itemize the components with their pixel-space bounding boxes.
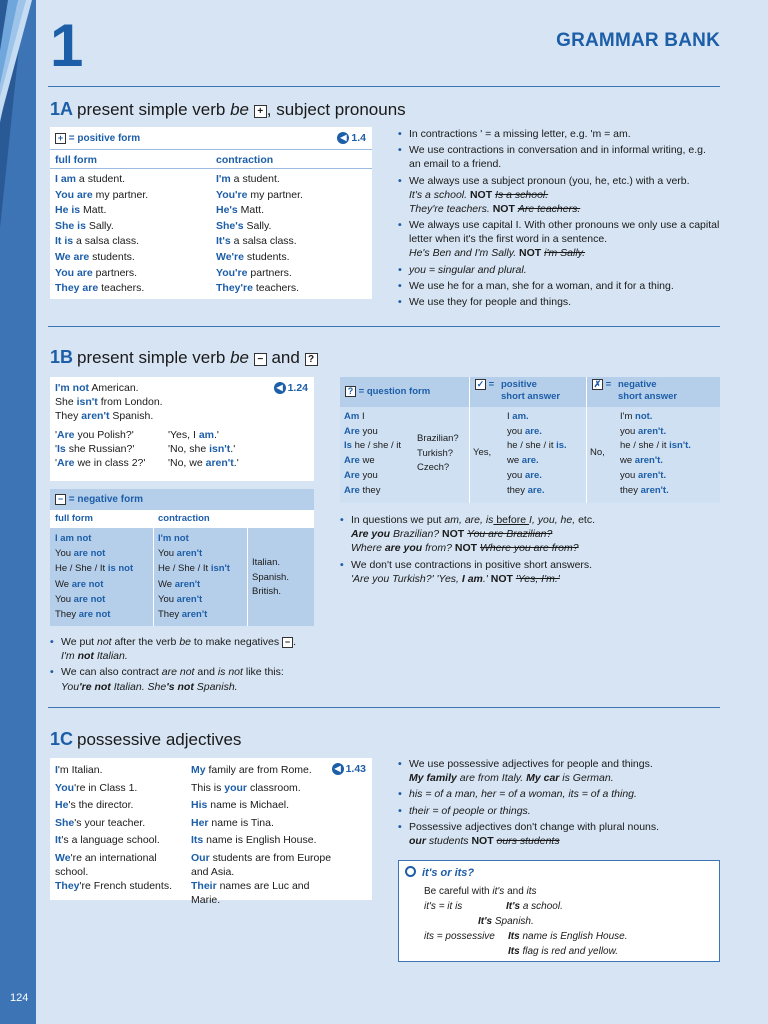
text: Am — [344, 411, 360, 422]
text: She — [55, 396, 77, 409]
list-item — [55, 203, 367, 219]
col-header-full: full form — [55, 513, 93, 524]
divider — [48, 86, 720, 87]
list-item — [620, 439, 691, 454]
note: • We use contractions in conversation and in informal writing, e.g. an email to a friend. — [398, 143, 720, 171]
text: ' — [55, 457, 58, 470]
text: students. — [89, 250, 135, 263]
list-item — [55, 879, 187, 897]
note: • In questions we put am, are, is before I, you, he, etc. Are you Brazilian? NOT You are Brazilian? Where are you from? NOT Where you are from? — [340, 513, 720, 556]
text: I — [55, 764, 58, 776]
text: I'm — [620, 411, 636, 422]
text: This is — [191, 781, 225, 794]
list-item — [344, 439, 401, 454]
text: 'Yes, I — [168, 429, 199, 441]
text: Brazilian? — [417, 433, 459, 444]
text: You — [55, 593, 74, 605]
list-item — [55, 381, 255, 395]
text: American. — [89, 382, 139, 394]
text: She is — [55, 219, 86, 232]
question-form-table — [340, 377, 720, 503]
yes-label: Yes, — [473, 447, 492, 458]
note: • his = of a man, her = of a woman, its = of a thing. — [398, 787, 720, 801]
question-rows — [344, 410, 401, 498]
note: • In contractions ' = a missing letter, e.g. 'm = am. — [398, 127, 720, 141]
text: Its — [191, 834, 204, 847]
text: Matt. — [80, 204, 107, 217]
text: .' — [233, 457, 239, 470]
text: You are — [55, 266, 93, 279]
text: I am — [55, 173, 77, 185]
text: I — [507, 411, 513, 422]
text: aren't — [181, 608, 208, 620]
text: They're — [216, 282, 253, 295]
text: Are — [344, 484, 360, 496]
text: teachers. — [252, 282, 300, 295]
audio-button[interactable]: ◀ 1.4 — [337, 131, 366, 145]
text: my partner. — [92, 188, 149, 201]
text: my partner. — [247, 188, 303, 201]
list-item — [191, 879, 341, 907]
list-item — [620, 469, 691, 484]
list-item — [55, 609, 310, 624]
text: he / she / it — [351, 440, 402, 452]
list-item — [344, 454, 401, 469]
list-item — [344, 469, 401, 484]
text: He is — [55, 204, 81, 217]
divider — [48, 707, 720, 708]
list-item — [55, 442, 310, 456]
text: you — [507, 469, 525, 481]
text: 'm Italian. — [57, 764, 103, 776]
text: We're — [216, 250, 244, 263]
text: are not — [78, 608, 111, 620]
text: aren't — [81, 410, 110, 423]
note: • We always use capital I. With other pronouns we only use a capital letter when it's the first word in a sentence. He's Ben and I'm Sally. NOT i'm Sally. — [398, 218, 720, 261]
subject-pronoun-examples — [55, 763, 187, 897]
text: I — [359, 411, 365, 422]
speaker-icon: ◀ — [274, 382, 286, 394]
text: they — [620, 484, 641, 496]
list-item — [417, 432, 459, 447]
text: aren't. — [637, 425, 667, 437]
text: British. — [252, 586, 282, 598]
text: They — [55, 880, 80, 893]
text: Are — [57, 429, 75, 441]
text: Is — [344, 440, 352, 452]
tip-box — [398, 860, 720, 962]
text: Spanish. — [109, 410, 154, 423]
note: • We use he for a man, she for a woman, and it for a thing. — [398, 279, 720, 293]
text: name is English House. — [203, 834, 317, 847]
text: They — [158, 608, 182, 620]
audio-button[interactable]: ◀ 1.43 — [332, 762, 366, 776]
list-item — [344, 425, 401, 440]
text: she Russian?' — [65, 443, 135, 456]
text: are. — [524, 469, 542, 481]
notes-1b-left — [50, 635, 330, 696]
plus-icon: + — [55, 133, 66, 144]
text: Italian. — [252, 557, 280, 568]
list-item — [55, 833, 187, 851]
list-item — [55, 250, 367, 266]
possessive-examples — [191, 763, 341, 908]
examples-1b-box — [50, 377, 314, 481]
text: 'No, we — [168, 457, 206, 470]
text: aren't. — [634, 455, 663, 467]
note: • their = of people or things. — [398, 804, 720, 818]
text: We — [55, 851, 71, 864]
list-item — [507, 469, 567, 484]
text: are not — [73, 548, 106, 560]
list-item — [55, 816, 187, 834]
minus-icon: − — [282, 637, 293, 648]
list-item — [620, 454, 691, 469]
text: ' — [55, 443, 58, 456]
list-item — [507, 484, 567, 499]
text: She — [55, 816, 75, 829]
text: He / She / It — [158, 563, 211, 575]
text: It is — [55, 235, 74, 248]
list-item — [620, 425, 691, 440]
text: students. — [243, 250, 290, 263]
text: 're French students. — [79, 880, 172, 893]
list-item — [191, 816, 341, 834]
text: 're in Class 1. — [74, 781, 138, 794]
check-icon: ✓ — [476, 379, 485, 389]
text: We — [158, 578, 175, 590]
text: students are from Europe and Asia. — [191, 851, 332, 879]
cross-icon: ✗ — [593, 379, 602, 389]
text: You — [158, 548, 177, 560]
text: are. — [521, 455, 539, 467]
list-item — [55, 763, 187, 781]
text: a salsa class. — [230, 235, 297, 248]
no-label: No, — [590, 447, 605, 458]
list-item — [55, 172, 367, 188]
text: classroom. — [247, 781, 301, 794]
text: Czech? — [417, 462, 450, 474]
note: • We always use a subject pronoun (you, he, etc.) with a verb. It's a school. NOT Is a school. They're teachers. NOT Are teachers. — [398, 174, 720, 217]
positive-answers — [507, 410, 567, 498]
text: aren't — [176, 548, 203, 560]
list-item — [55, 798, 187, 816]
text: we — [359, 455, 375, 467]
list-item — [55, 409, 255, 423]
text: family are from Rome. — [205, 764, 312, 776]
negative-short-answer-label: ✗ = negative short answer — [593, 379, 678, 402]
note: • We use they for people and things. — [398, 295, 720, 309]
section-title-1a: 1A present simple verb be + , subject pronouns — [50, 99, 406, 119]
list-item — [252, 556, 289, 571]
text: 's a language school. — [61, 834, 160, 847]
speaker-icon: ◀ — [332, 763, 344, 775]
col-header-contraction: contraction — [158, 513, 210, 524]
positive-short-answer-label: ✓ = positive short answer — [476, 379, 561, 402]
text: We are — [55, 250, 90, 263]
text: name is Tina. — [208, 816, 274, 829]
notes-1a — [398, 127, 720, 311]
text: Our — [191, 851, 210, 864]
text: Are — [57, 457, 75, 470]
text: from London. — [97, 396, 163, 409]
notes-1b-right — [340, 513, 720, 588]
text: isn't — [76, 396, 98, 409]
text: Her — [191, 816, 209, 829]
text: a student. — [76, 173, 126, 185]
list-item — [344, 484, 401, 499]
text: is not — [107, 563, 134, 575]
text: They — [55, 410, 82, 423]
list-item — [55, 428, 310, 442]
list-item — [507, 425, 567, 440]
text: teachers. — [98, 282, 145, 295]
text: 're an international school. — [55, 851, 157, 879]
text: we — [507, 455, 522, 467]
page-number: 124 — [10, 992, 29, 1004]
minus-icon: − — [55, 494, 66, 505]
positive-form-box — [50, 127, 372, 299]
list-item — [55, 781, 187, 799]
text: are. — [524, 425, 542, 437]
text: ' — [55, 429, 58, 441]
text: He / She / It — [55, 563, 108, 575]
text: aren't. — [637, 469, 667, 481]
list-item — [191, 798, 341, 816]
list-item — [55, 188, 367, 204]
note: • Possessive adjectives don't change with plural nouns. our students NOT ours students — [398, 820, 720, 848]
text: they — [507, 484, 528, 496]
text: your — [224, 781, 248, 794]
text: is. — [556, 440, 567, 452]
list-item — [252, 571, 289, 586]
list-item — [191, 781, 341, 799]
list-item — [507, 410, 567, 425]
text: are not — [73, 593, 106, 605]
magnifier-icon — [405, 866, 416, 877]
text: are not — [71, 578, 104, 590]
text: not. — [635, 411, 653, 422]
text: aren't — [176, 593, 203, 605]
text: Is — [57, 443, 66, 456]
divider — [48, 326, 720, 327]
text: you — [507, 425, 525, 437]
text: you — [620, 469, 638, 481]
text: isn't — [210, 563, 230, 575]
text: Are — [344, 469, 360, 481]
text: partners. — [247, 266, 292, 279]
text: His — [191, 799, 208, 812]
question-icon: ? — [305, 353, 318, 366]
text: .' — [230, 443, 236, 456]
section-title-1b: 1B present simple verb be − and ? — [50, 345, 318, 370]
negative-form-box — [50, 489, 314, 626]
list-item — [55, 533, 310, 548]
list-item — [55, 234, 367, 250]
text: aren't — [205, 457, 234, 470]
text: aren't — [174, 578, 201, 590]
list-item — [55, 851, 187, 879]
negative-examples — [55, 381, 255, 424]
note: • We can also contract are not and is not like this: You're not Italian. She's not Spanish. — [50, 665, 330, 693]
text: he / she / it — [620, 440, 670, 452]
list-item — [55, 456, 310, 470]
text: am — [198, 429, 214, 441]
list-item — [620, 410, 691, 425]
negative-answers — [620, 410, 691, 498]
audio-button[interactable]: ◀ 1.24 — [274, 381, 308, 395]
text: 's the director. — [68, 799, 134, 812]
text: Sally. — [85, 219, 114, 232]
list-item — [55, 266, 367, 282]
text: isn't — [209, 443, 231, 456]
box-label: − = negative form — [55, 493, 143, 507]
text: .' — [214, 429, 219, 441]
note: • We use possessive adjectives for people and things. My family are from Italy. My car is German. — [398, 757, 720, 785]
text: we — [620, 455, 635, 467]
text: partners. — [92, 266, 138, 279]
text: You — [55, 781, 75, 794]
list-item — [417, 461, 459, 476]
text: names are Luc and Marie. — [191, 880, 310, 907]
grammar-bank-heading: GRAMMAR BANK — [556, 30, 720, 51]
text: It's — [216, 235, 231, 248]
minus-icon: − — [254, 353, 267, 366]
list-item — [507, 439, 567, 454]
text: we in class 2?' — [74, 457, 146, 470]
list-item — [191, 851, 341, 879]
text: aren't. — [640, 484, 669, 496]
text: isn't. — [669, 440, 691, 452]
text: She's — [216, 219, 244, 232]
box-label: + = positive form — [55, 132, 140, 146]
text: they — [359, 484, 381, 496]
list-item — [55, 281, 367, 297]
text: Are — [344, 455, 360, 467]
text: you Polish?' — [74, 429, 134, 441]
list-item — [191, 833, 341, 851]
text: You — [55, 548, 74, 560]
text: Spanish. — [252, 571, 289, 583]
list-item — [344, 410, 401, 425]
text: you — [359, 425, 378, 437]
tip-title: it's or its? — [405, 866, 474, 881]
section-title-1c: 1C possessive adjectives — [50, 729, 242, 749]
unit-number: 1 — [50, 12, 84, 79]
list-item — [55, 395, 255, 409]
question-form-label: ? = question form — [345, 386, 430, 399]
text: You're — [216, 188, 248, 201]
text: name is Michael. — [207, 799, 290, 812]
text: you — [620, 425, 638, 437]
text: You're — [216, 266, 248, 279]
note: • We don't use contractions in positive short answers. 'Are you Turkish?' 'Yes, I am.' NOT 'Yes, I'm.' — [340, 558, 720, 586]
text: He — [55, 799, 69, 812]
list-item — [417, 447, 459, 462]
text: We — [55, 578, 72, 590]
list-item — [620, 484, 691, 499]
notes-1c — [398, 757, 720, 850]
note: • you = singular and plural. — [398, 263, 720, 277]
text: I'm not — [158, 533, 189, 544]
text: Their — [191, 880, 217, 893]
text: 'No, she — [168, 443, 210, 456]
text: Sally. — [243, 219, 272, 232]
tip-body: Be careful with it's and its it's = it is It's a school. It's Spanish. its = possessive Its name is English House. Its flag is red and yellow. — [424, 886, 628, 957]
text: Are — [344, 425, 360, 437]
text: Matt. — [237, 204, 265, 217]
list-item — [507, 454, 567, 469]
list-item — [55, 219, 367, 235]
text: They — [55, 608, 79, 620]
text: He's — [216, 204, 238, 217]
text: a salsa class. — [73, 235, 140, 248]
text: I'm not — [55, 382, 89, 394]
text: you — [359, 469, 378, 481]
text: he / she / it — [507, 440, 557, 452]
note: • We put not after the verb be to make negatives − . I'm not Italian. — [50, 635, 330, 663]
text: You — [158, 593, 177, 605]
text: It — [55, 834, 62, 847]
list-item — [252, 585, 289, 600]
corner-decoration — [0, 0, 40, 230]
question-nationalities — [417, 432, 459, 476]
text: I am not — [55, 533, 92, 544]
text: I'm — [216, 173, 231, 185]
text: are. — [527, 484, 545, 496]
col-header-contraction: contraction — [216, 154, 274, 166]
question-icon: ? — [345, 386, 356, 397]
question-answer-examples — [55, 428, 310, 471]
plus-icon: + — [254, 105, 267, 118]
positive-rows — [55, 172, 367, 297]
possessive-box — [50, 758, 372, 907]
col-header-full: full form — [55, 154, 97, 166]
text: am. — [512, 411, 529, 422]
text: You are — [55, 188, 93, 201]
text: 's your teacher. — [74, 816, 146, 829]
text: a student. — [230, 173, 280, 185]
speaker-icon: ◀ — [337, 132, 349, 144]
list-item — [191, 763, 341, 781]
text: Turkish? — [417, 447, 454, 459]
text: They are — [55, 282, 99, 295]
nationalities — [252, 556, 289, 600]
text: My — [191, 764, 206, 776]
